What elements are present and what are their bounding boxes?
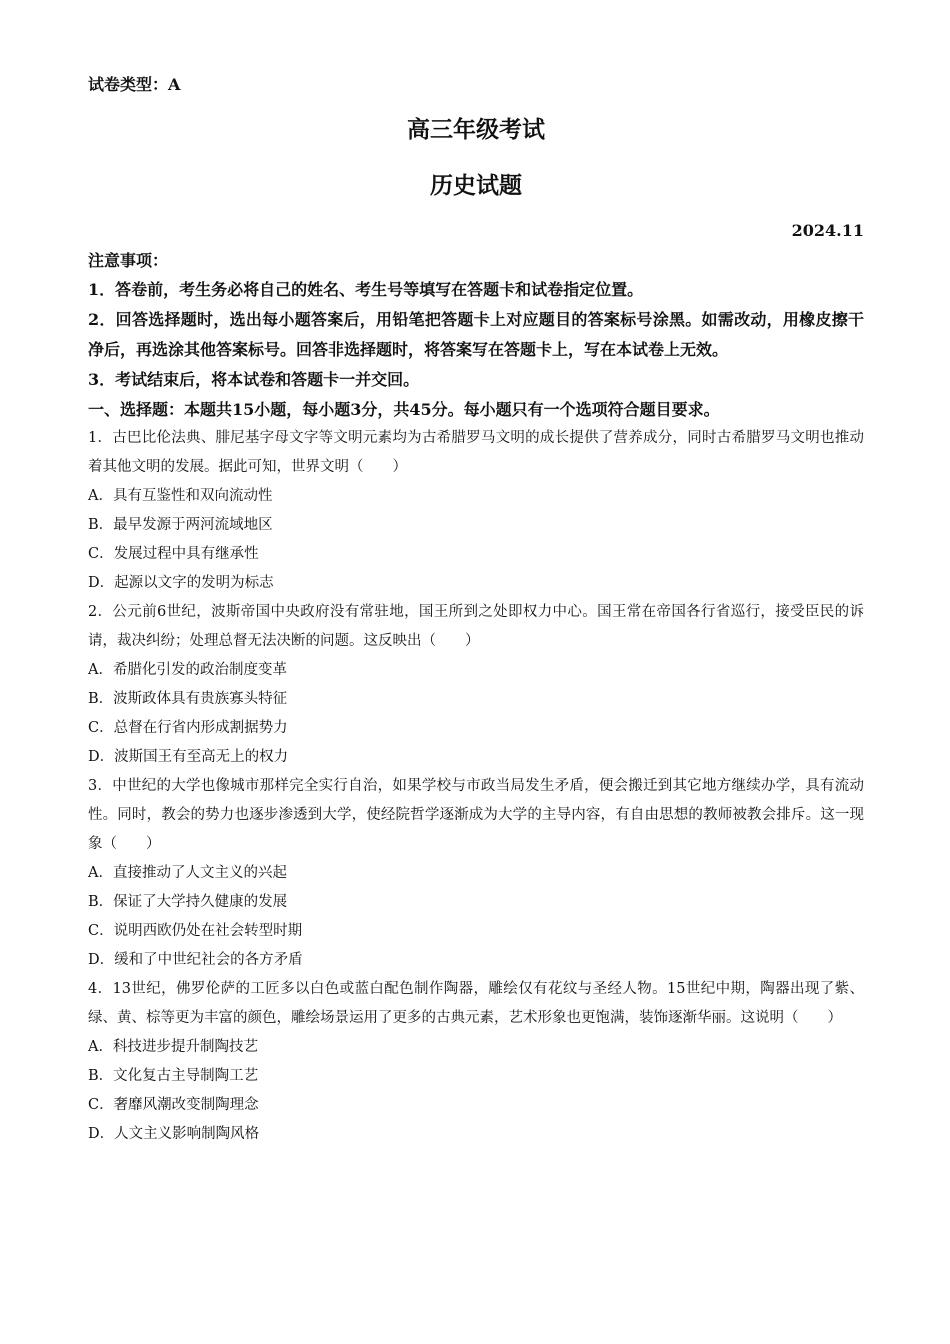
question-2 [88,598,864,772]
option-a: A．希腊化引发的政治制度变革 [88,662,287,678]
option-b: B．保证了大学持久健康的发展 [88,894,288,910]
option-c: C．总督在行省内形成割据势力 [88,720,288,736]
subject-title: 历史试题 [430,172,522,199]
option-c: C．奢靡风潮改变制陶理念 [88,1097,259,1113]
note-item: 3．考试结束后，将本试卷和答题卡一并交回。 [88,370,420,389]
question-4 [88,975,864,1149]
exam-title: 高三年级考试 [407,116,545,143]
question-stem: 3．中世纪的大学也像城市那样完全实行自治，如果学校与市政当局发生矛盾，便会搬迁到其它地方继续办学，具有流动性。同时，教会的势力也逐步渗透到大学，使经院哲学逐渐成为大学的主导内容，有自由思想的教师被教会排斥。这一现象（ ） [88,778,864,852]
notes-heading: 注意事项： [88,251,169,270]
option-a: A．科技进步提升制陶技艺 [88,1039,258,1055]
note-item: 1．答卷前，考生务必将自己的姓名、考生号等填写在答题卡和试卷指定位置。 [88,280,644,299]
option-a: A．直接推动了人文主义的兴起 [88,865,287,881]
option-d: D．波斯国王有至高无上的权力 [88,749,289,765]
exam-page [88,70,864,1149]
option-b: B．波斯政体具有贵族寡头特征 [88,691,288,707]
note-item: 2．回答选择题时，选出每小题答案后，用铅笔把答题卡上对应题目的答案标号涂黑。如需改动，用橡皮擦干净后，再选涂其他答案标号。回答非选择题时，将答案写在答题卡上，写在本试卷上无效。 [88,310,864,359]
option-c: C．发展过程中具有继承性 [88,546,259,562]
option-b: B．最早发源于两河流域地区 [88,517,273,533]
question-3 [88,772,864,975]
question-1 [88,424,864,598]
option-a: A．具有互鉴性和双向流动性 [88,488,273,504]
option-b: B．文化复古主导制陶工艺 [88,1068,259,1084]
exam-type-label: 试卷类型：A [88,75,181,94]
option-d: D．起源以文字的发明为标志 [88,575,274,591]
option-d: D．缓和了中世纪社会的各方矛盾 [88,952,303,968]
option-d: D．人文主义影响制陶风格 [88,1126,260,1142]
section-heading: 一、选择题：本题共15小题，每小题3分，共45分。每小题只有一个选项符合题目要求。 [88,400,720,419]
question-stem: 4．13世纪，佛罗伦萨的工匠多以白色或蓝白配色制作陶器，雕绘仅有花纹与圣经人物。15世纪中期，陶器出现了紫、绿、黄、棕等更为丰富的颜色，雕绘场景运用了更多的古典元素，艺术形象也更饱满，装饰逐渐华丽。这说明（ ） [88,981,864,1026]
exam-date: 2024.11 [791,221,864,240]
question-stem: 1．古巴比伦法典、腓尼基字母文字等文明元素均为古希腊罗马文明的成长提供了营养成分，同时古希腊罗马文明也推动着其他文明的发展。据此可知，世界文明（ ） [88,430,864,475]
question-stem: 2．公元前6世纪，波斯帝国中央政府没有常驻地，国王所到之处即权力中心。国王常在帝国各行省巡行，接受臣民的诉请，裁决纠纷；处理总督无法决断的问题。这反映出（ ） [88,604,864,649]
option-c: C．说明西欧仍处在社会转型时期 [88,923,303,939]
